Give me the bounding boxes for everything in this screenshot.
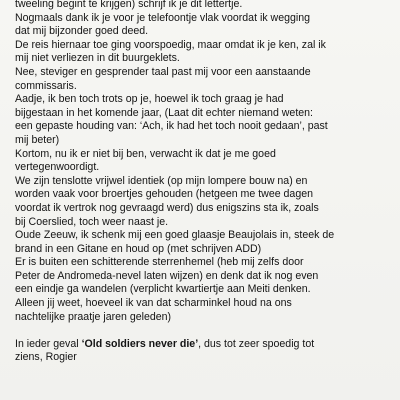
letter-line: vertegenwoordigt. [15,161,100,174]
letter-line: voordat ik vertrok nog gevraagd werd) dus enigszins sta ik, zoals [15,201,319,214]
closing-suffix: , dus tot zeer spoedig tot [198,337,315,350]
letter-line: dat mij bijzonder goed deed. [15,25,149,38]
closing-quote: ‘Old soldiers never die’ [81,337,199,350]
letter-line: tweeling begint te krijgen) schrijf ik je dit lettertje. [15,0,243,10]
letter-body [15,0,399,365]
letter-line: De reis hiernaar toe ging voorspoedig, maar omdat ik je ken, zal ik [15,38,326,51]
letter-line: Oude Zeeuw, ik schenk mij een goed glaasje Beaujolais in, steek de [15,229,335,242]
closing-line [15,338,399,352]
letter-line: worden vaak voor broertjes gehouden (hetgeen me twee dagen [15,188,314,201]
letter-line: commissaris. [15,79,77,92]
closing-prefix: In ieder geval [15,337,82,350]
letter-line: Er is buiten een schitterende sterrenhemel (heb mij zelfs door [15,256,304,269]
letter-line: een eindje ga wandelen (verplicht kwartiertje aan Meiti denken. [15,283,311,296]
letter-line: mij niet verliezen in dit buurgeklets. [15,52,180,65]
letter-line: nachtelijke praatje jaren geleden) [15,310,172,323]
letter-line: mij beter) [15,133,60,146]
letter-line: We zijn tenslotte vrijwel identiek (op mijn lompere bouw na) en [15,174,308,187]
paragraph-gap [15,324,399,338]
letter-line: Nogmaals dank ik je voor je telefoontje vlak voordat ik wegging [15,11,311,24]
signature-line: ziens, Rogier [15,351,77,364]
letter-line: Kortom, nu ik er niet bij ben, verwacht ik dat je me goed [15,147,276,160]
letter-line: bijgestaan in het komende jaar, (Laat dit echter niemand weten: [15,106,313,119]
letter-line: Nee, steviger en gesprender taal past mij voor een aanstaande [15,65,311,78]
letter-line: Aadje, ik ben toch trots op je, hoewel ik toch graag je had [15,93,284,106]
letter-line: Peter de Andromeda-nevel laten wijzen) en denk dat ik nog even [15,269,319,282]
letter-line: bij Coerslied, toch weer naast je. [15,215,169,228]
letter-line: Alleen jij weet, hoeveel ik van dat scharminkel houd na ons [15,297,292,310]
letter-line: brand in een Gitane en houd op (met schrijven ADD) [15,242,262,255]
letter-line: een gepaste houding van: ‘Ach, ik had het toch nooit gedaan’, past [15,120,328,133]
